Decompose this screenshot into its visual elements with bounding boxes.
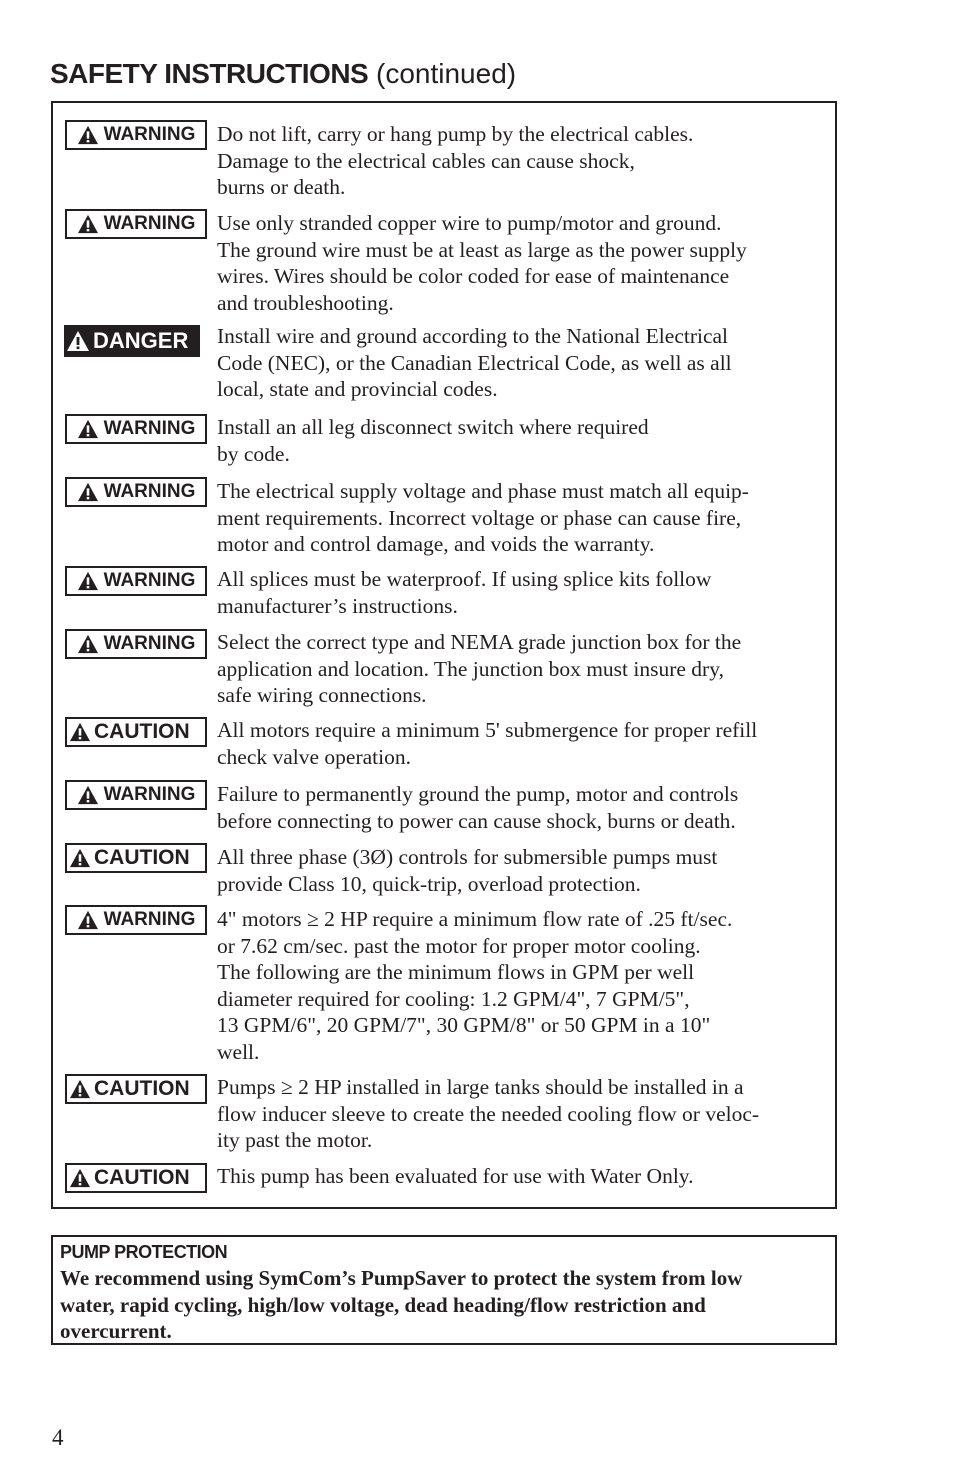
warning-triangle-icon xyxy=(77,419,99,439)
label-text: DANGER xyxy=(93,328,189,353)
warning-label xyxy=(65,209,207,239)
safety-item-text: 4" motors ≥ 2 HP require a minimum flow rate of .25 ft/sec. or 7.62 cm/sec. past the motor for proper motor cooling. The following are the minimum flows in GPM per well diameter required for cooling: 1.2 GPM/4", 7 GPM/5", 13 GPM/6", 20 GPM/7", 30 GPM/8" or 50 GPM in a 10" well. xyxy=(217,907,733,1064)
warning-triangle-icon xyxy=(77,634,99,654)
safety-item-text: The electrical supply voltage and phase must match all equip- ment requirements. Incorrect voltage or phase can cause fire, motor and control damage, and voids the warranty. xyxy=(217,479,749,556)
danger-label xyxy=(64,325,200,357)
safety-item-text: Use only stranded copper wire to pump/motor and ground. The ground wire must be at least as large as the power supply wires. Wires should be color coded for ease of maintenance and troubleshooting. xyxy=(217,211,747,315)
safety-instructions-box xyxy=(51,101,837,1209)
warning-triangle-icon xyxy=(69,722,91,742)
safety-item-text: All three phase (3Ø) controls for submersible pumps must provide Class 10, quick-trip, overload protection. xyxy=(217,845,718,896)
heading-continued: (continued) xyxy=(376,58,517,89)
safety-item-text: Install an all leg disconnect switch where required by code. xyxy=(217,415,649,466)
pump-protection-text: We recommend using SymCom’s PumpSaver to protect the system from low water, rapid cycling, high/low voltage, dead heading/flow restriction and overcurrent. xyxy=(60,1266,743,1343)
warning-triangle-icon xyxy=(66,330,90,352)
label-text: CAUTION xyxy=(94,1166,190,1189)
label-text: WARNING xyxy=(103,481,196,502)
safety-item-text: Install wire and ground according to the National Electrical Code (NEC), or the Canadian Electrical Code, as well as all local, state and provincial codes. xyxy=(217,324,732,401)
safety-item-text: All motors require a minimum 5' submergence for proper refill check valve operation. xyxy=(217,718,758,769)
caution-label xyxy=(65,843,207,873)
warning-label xyxy=(65,780,207,810)
warning-label xyxy=(65,905,207,935)
heading-title: SAFETY INSTRUCTIONS xyxy=(50,58,369,89)
warning-triangle-icon xyxy=(77,125,99,145)
warning-triangle-icon xyxy=(69,848,91,868)
label-text: CAUTION xyxy=(94,720,190,743)
pump-protection-title: PUMP PROTECTION xyxy=(60,1242,228,1262)
label-text: WARNING xyxy=(103,633,196,654)
pump-protection-box xyxy=(51,1235,837,1345)
safety-item-text: Do not lift, carry or hang pump by the electrical cables. Damage to the electrical cables can cause shock, burns or death. xyxy=(217,122,694,199)
label-text: WARNING xyxy=(103,213,196,234)
caution-label xyxy=(65,1074,207,1104)
safety-item-text: Select the correct type and NEMA grade junction box for the application and location. The junction box must insure dry, safe wiring connections. xyxy=(217,630,742,707)
safety-item-text: This pump has been evaluated for use with Water Only. xyxy=(217,1164,694,1188)
caution-label xyxy=(65,1163,207,1193)
safety-item-text: Failure to permanently ground the pump, motor and controls before connecting to power can cause shock, burns or death. xyxy=(217,782,739,833)
label-text: CAUTION xyxy=(94,846,190,869)
warning-label xyxy=(65,566,207,596)
warning-triangle-icon xyxy=(69,1168,91,1188)
safety-item-text: Pumps ≥ 2 HP installed in large tanks should be installed in a flow inducer sleeve to create the needed cooling flow or veloc- ity past the motor. xyxy=(217,1075,760,1152)
label-text: CAUTION xyxy=(94,1077,190,1100)
warning-triangle-icon xyxy=(77,785,99,805)
label-text: WARNING xyxy=(103,418,196,439)
warning-triangle-icon xyxy=(77,214,99,234)
safety-item-text: All splices must be waterproof. If using splice kits follow manufacturer’s instructions. xyxy=(217,567,712,618)
warning-triangle-icon xyxy=(77,571,99,591)
page-heading xyxy=(50,56,516,92)
caution-label xyxy=(65,717,207,747)
page-number: 4 xyxy=(52,1425,64,1450)
warning-triangle-icon xyxy=(77,910,99,930)
warning-label xyxy=(65,477,207,507)
label-text: WARNING xyxy=(103,124,196,145)
warning-label xyxy=(65,629,207,659)
warning-triangle-icon xyxy=(69,1079,91,1099)
label-text: WARNING xyxy=(103,909,196,930)
warning-label xyxy=(65,120,207,150)
label-text: WARNING xyxy=(103,570,196,591)
warning-label xyxy=(65,414,207,444)
label-text: WARNING xyxy=(103,784,196,805)
warning-triangle-icon xyxy=(77,482,99,502)
